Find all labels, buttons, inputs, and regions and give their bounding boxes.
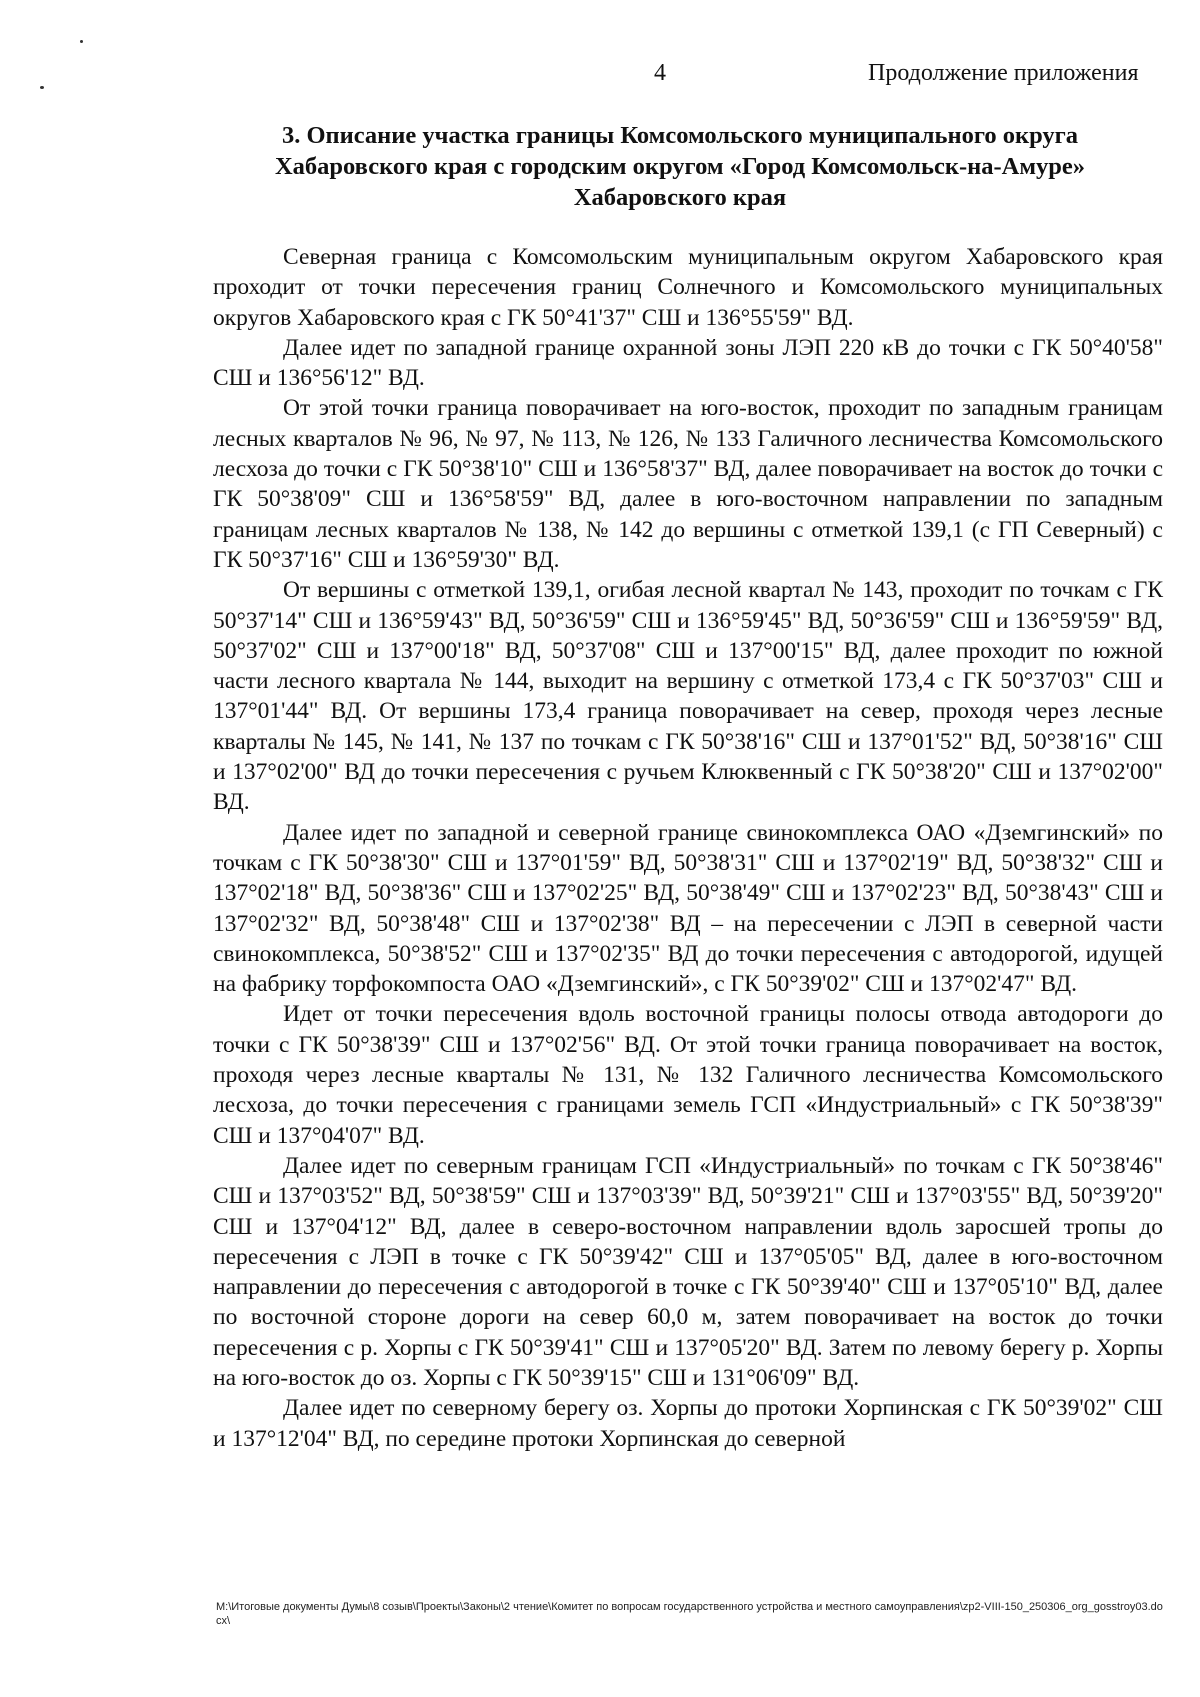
paragraph: Далее идет по северным границам ГСП «Индустриальный» по точкам с ГК 50°38'46" СШ и 137°03'52" ВД, 50°38'59" СШ и 137°03'39" ВД, 50°39'21" СШ и 137°03'55" ВД, 50°39'20" СШ и 137°04'12" ВД, далее в северо-восточном направлении вдоль заросшей тропы до пересечения с ЛЭП в точке с ГК 50°39'42" СШ и 137°05'05" ВД, далее в юго-восточном направлении до пересечения с автодорогой в точке с ГК 50°39'40" СШ и 137°05'10" ВД, далее по восточной стороне дороги на север 60,0 м, затем поворачивает на восток до точки пересечения с р. Хорпы с ГК 50°39'41" СШ и 137°05'20" ВД. Затем по левому берегу р. Хорпы на юго-восток до оз. Хорпы с ГК 50°39'15" СШ и 131°06'09" ВД.	[213, 1152, 1163, 1391]
paragraph: Северная граница с Комсомольским муниципальным округом Хабаровского края проходит от точки пересечения границ Солнечного и Комсомольского муниципальных округов Хабаровского края с ГК 50°41'37" СШ и 136°55'59" ВД.	[213, 244, 1163, 331]
paragraph: От этой точки граница поворачивает на юго-восток, проходит по западным границам лесных кварталов № 96, № 97, № 113, № 126, № 133 Галичного лесничества Комсомольского лесхоза до точки с ГК 50°38'10" СШ и 136°58'37" ВД, далее поворачивает на восток до точки с ГК 50°38'09" СШ и 136°58'59" ВД, далее в юго-восточном направлении по западным границам лесных кварталов № 138, № 142 до вершины с отметкой 139,1 (с ГП Северный) с ГК 50°37'16" СШ и 136°59'30" ВД.	[213, 395, 1163, 573]
title-line: Хабаровского края с городским округом «Город Комсомольск-на-Амуре»	[274, 153, 1086, 180]
paragraph: Далее идет по западной границе охранной зоны ЛЭП 220 кВ до точки с ГК 50°40'58" СШ и 136°56'12" ВД.	[213, 334, 1163, 392]
document-body	[213, 242, 1163, 1454]
scan-speck	[80, 40, 83, 43]
continuation-label: Продолжение приложения	[868, 60, 1139, 86]
paragraph: От вершины с отметкой 139,1, огибая лесной квартал № 143, проходит по точкам с ГК 50°37'14" СШ и 136°59'43" ВД, 50°36'59" СШ и 136°59'45" ВД, 50°36'59" СШ и 136°59'59" ВД, 50°37'02" СШ и 137°00'18" ВД, 50°37'08" СШ и 137°00'15" ВД, далее проходит по южной части лесного квартала № 144, выходит на вершину с отметкой 173,4 с ГК 50°37'03" СШ и 137°01'44" ВД. От вершины 173,4 граница поворачивает на север, проходя через лесные кварталы № 145, № 141, № 137 по точкам с ГК 50°38'16" СШ и 137°01'52" ВД, 50°38'16" СШ и 137°02'00" ВД до точки пересечения с ручьем Клюквенный с ГК 50°38'20" СШ и 137°02'00" ВД.	[213, 577, 1163, 816]
paragraph: Далее идет по западной и северной границе свинокомплекса ОАО «Дземгинский» по точкам с ГК 50°38'30" СШ и 137°01'59" ВД, 50°38'31" СШ и 137°02'19" ВД, 50°38'32" СШ и 137°02'18" ВД, 50°38'36" СШ и 137°02'25" ВД, 50°38'49" СШ и 137°02'23" ВД, 50°38'43" СШ и 137°02'32" ВД, 50°38'48" СШ и 137°02'38" ВД – на пересечении с ЛЭП в северной части свинокомплекса, 50°38'52" СШ и 137°02'35" ВД до точки пересечения с автодорогой, идущей на фабрику торфокомпоста ОАО «Дземгинский», с ГК 50°39'02" СШ и 137°02'47" ВД.	[213, 819, 1163, 998]
paragraph: Далее идет по северному берегу оз. Хорпы до протоки Хорпинская с ГК 50°39'02" СШ и 137°12'04" ВД, по середине протоки Хорпинская до северной	[213, 1395, 1163, 1452]
page-number: 4	[654, 60, 666, 86]
page-header	[0, 60, 1200, 100]
section-title	[200, 120, 1160, 213]
title-line: Хабаровского края	[573, 184, 787, 211]
file-path-footer: M:\Итоговые документы Думы\8 созыв\Проекты\Законы\2 чтение\Комитет по вопросам государственного устройства и местного самоуправления\zp2-VIII-150_250306_org_gosstroy03.docx\	[216, 1601, 1163, 1627]
title-line: 3. Описание участка границы Комсомольского муниципального округа	[281, 122, 1079, 149]
paragraph: Идет от точки пересечения вдоль восточной границы полосы отвода автодороги до точки с ГК 50°38'39" СШ и 137°02'56" ВД. От этой точки граница поворачивает на восток, проходя через лесные кварталы № 131, № 132 Галичного лесничества Комсомольского лесхоза, до точки пересечения с границами земель ГСП «Индустриальный» с ГК 50°38'39" СШ и 137°04'07" ВД.	[213, 1001, 1163, 1149]
